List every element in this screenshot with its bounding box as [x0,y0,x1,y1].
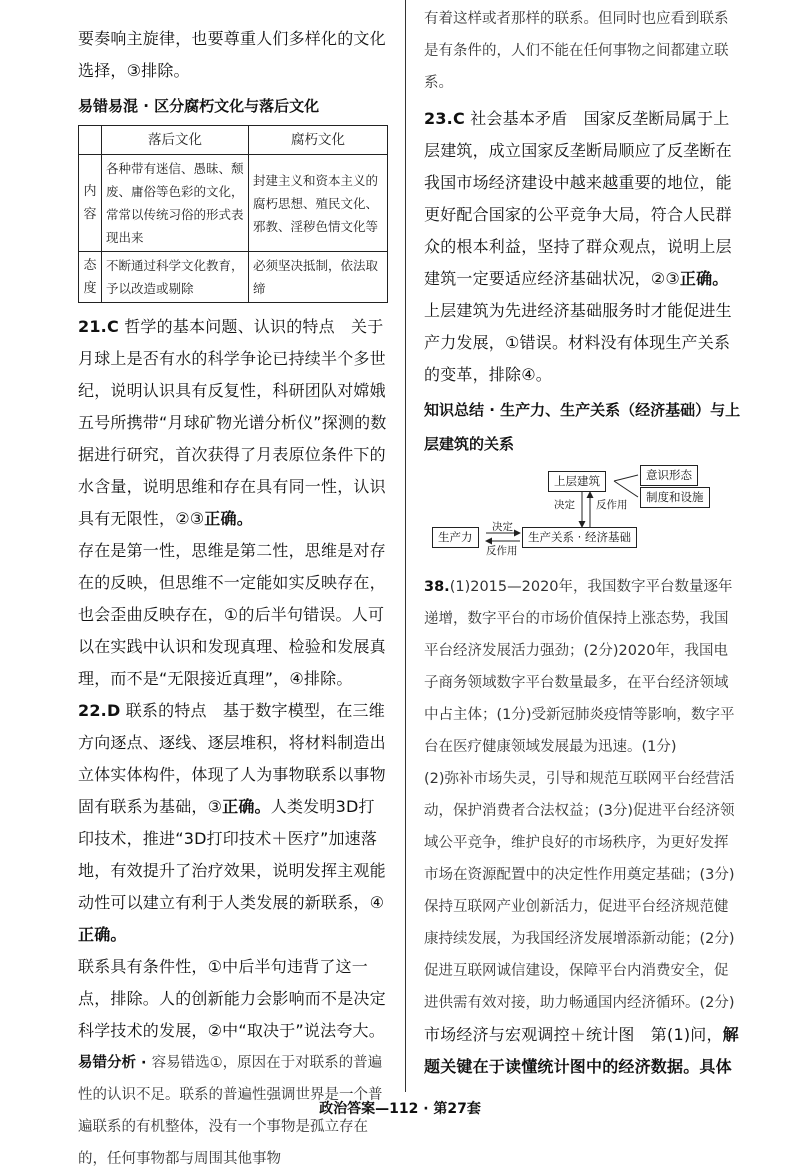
question-number: 22.D [78,701,121,720]
error-analysis-label: 易错分析 · [78,1055,152,1071]
answer-21 [78,311,388,535]
answer-22 [78,695,388,951]
superstructure-box: 上层建筑 [548,471,606,492]
column-divider [405,0,406,1092]
correct-mark: 正确。 [679,269,729,288]
tip-heading: 易错易混 · 区分腐朽文化与落后文化 [78,97,320,115]
table-row-head-content: 内容 [79,155,102,252]
relations-box: 生产关系 · 经济基础 [522,527,637,548]
answer-21-text: 哲学的基本问题、认识的特点 关于月球上是否有水的科学争论已持续半个多世纪，说明认识具有反复性，科研团队对嫦娥五号所携带“月球矿物光谱分析仪”探测的数据进行研究，首次获得了月表原位条件下的水含量，说明思维和存在具有同一性，认识具有无限性，②③ [78,317,387,528]
decides-label: 决定 [492,521,513,533]
answer-23 [424,103,742,391]
table-header-decadent-culture: 腐朽文化 [249,126,388,155]
answer-38-analysis [424,1019,742,1083]
table-header-blank [79,126,102,155]
question-number: 23.C [424,109,465,128]
answer-21-detail: 存在是第一性，思维是第二性，思维是对存在的反映，但思维不一定能如实反映存在，也会歪曲反映存在，①的后半句错误。人可以在实践中认识和发现真理、检验和发展真理，而不是“无限接近真理”，④排除。 [78,541,386,688]
branch-line [614,481,638,497]
summary-heading: 知识总结 · 生产力、生产关系（经济基础）与上层建筑的关系 [424,401,741,453]
page-footer: 政治答案—112 · 第27套 [319,1101,481,1117]
decides-label: 决定 [554,499,575,511]
table-row-head-attitude: 态度 [79,252,102,303]
answer-23-text: 社会基本矛盾 国家反垄断局属于上层建筑，成立国家反垄断局顺应了反垄断在我国市场经济建设中越来越重要的地位，能更好配合国家的公平竞争大局，符合人民群众的根本利益，坚持了群众观点，说明上层建筑一定要适应经济基础状况，②③ [424,109,732,288]
correct-mark: 正确。 [204,509,253,528]
table-cell: 封建主义和资本主义的腐朽思想、殖民文化、邪教、淫秽色情文化等 [249,155,388,252]
table-row [79,155,388,252]
table-cell: 不断通过科学文化教育，予以改造或剔除 [102,252,249,303]
answer-22-detail: 联系具有条件性，①中后半句违背了这一点，排除。人的创新能力会影响而不是决定科学技术的发展，②中“取决于”说法夸大。 [78,957,386,1040]
right-column [424,0,742,1083]
answer-38-part1 [424,571,742,763]
intro-text: 要奏响主旋律，也要尊重人们多样化的文化选择，③排除。 [78,29,386,80]
relationship-diagram [424,465,742,583]
reacts-label: 反作用 [596,499,628,511]
branch-line [614,475,638,481]
comparison-table [78,125,388,303]
answer-22-text: 联系的特点 基于数字模型，在三维方向逐点、逐线、逐层堆积，将材料制造出立体实体构件，体现了人为事物联系以事物固有联系为基础，③ [78,701,386,816]
reacts-label: 反作用 [486,545,518,557]
question-number: 21.C [78,317,119,336]
correct-mark: 正确。 [222,797,271,816]
analysis-key: 解题关键在于读懂统计图中的经济数据。具体 [424,1025,739,1076]
carryover-text: 有着这样或者那样的联系。但同时也应看到联系是有条件的，人们不能在任何事物之间都建立联系。 [424,11,729,91]
table-header-backward-culture: 落后文化 [102,126,249,155]
answer-38-part2: (2)弥补市场失灵，引导和规范互联网平台经营活动，保护消费者合法权益；(3分)促进平台经济领域公平竞争，维护良好的市场秩序，为更好发挥市场在资源配置中的决定性作用奠定基础；(3分)保持互联网产业创新活力，促进平台经济规范健康持续发展，为我国经济发展增添新动能；(2分)促进互联网诚信建设，保障平台内消费安全，促进供需有效对接，助力畅通国内经济循环。(2分) [424,771,735,1011]
institutions-box: 制度和设施 [640,487,710,508]
answer-38-text: (1)2015—2020年，我国数字平台数量逐年递增，数字平台的市场价值保持上涨态势，我国平台经济发展活力强劲；(2分)2020年，我国电子商务领域数字平台数量最多，在平台经济领域中占主体；(1分)受新冠肺炎疫情等影响，数字平台在医疗健康领域发展最为迅速。(1分) [424,579,735,755]
answer-22-text-b: 人类发明3D打印技术，推进“3D打印技术＋医疗”加速落地，有效提升了治疗效果，说明发挥主观能动性可以建立有利于人类发展的新联系，④ [78,797,386,912]
table-row [79,252,388,303]
analysis-topic: 市场经济与宏观调控＋统计图 第(1)问， [424,1025,723,1044]
question-number: 38. [424,579,450,595]
correct-mark: 正确。 [78,925,127,944]
error-analysis-text: 容易错选①，原因在于对联系的普遍性的认识不足。联系的普遍性强调世界是一个普遍联系的有机整体，没有一个事物是孤立存在的，任何事物都与周围其他事物 [78,1055,383,1167]
productivity-box: 生产力 [432,527,479,548]
ideology-box: 意识形态 [640,465,698,486]
left-column [78,0,388,1175]
answer-23-text-b: 上层建筑为先进经济基础服务时才能促进生产力发展，①错误。材料没有体现生产关系的变革，排除④。 [424,301,732,384]
table-cell: 必须坚决抵制，依法取缔 [249,252,388,303]
table-header-row [79,126,388,155]
table-cell: 各种带有迷信、愚昧、颓废、庸俗等色彩的文化，常常以传统习俗的形式表现出来 [102,155,249,252]
